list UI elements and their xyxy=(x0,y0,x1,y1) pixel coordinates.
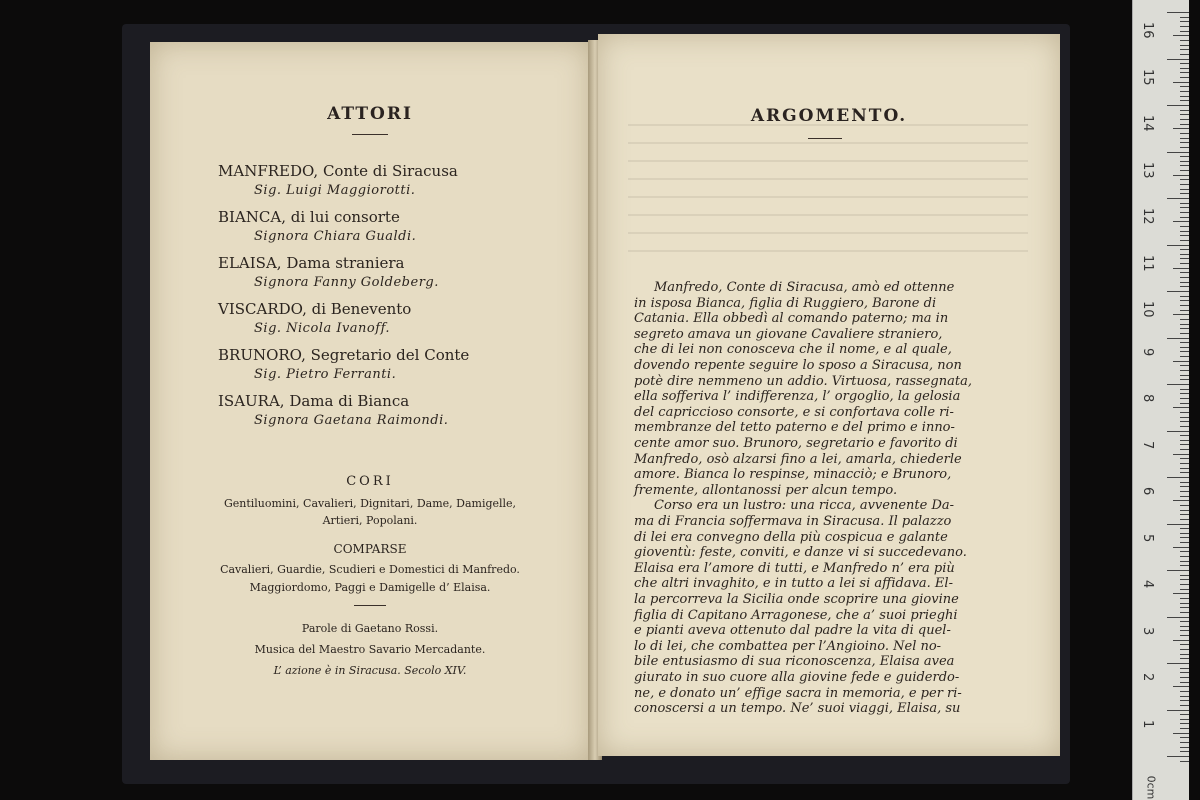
ruler-tick xyxy=(1180,482,1189,483)
ruler-tick xyxy=(1180,426,1189,427)
ruler-tick xyxy=(1180,133,1189,134)
ruler-number: 7 xyxy=(1140,440,1155,449)
ruler-tick xyxy=(1180,403,1189,404)
ruler-tick xyxy=(1173,268,1189,269)
ruler-tick xyxy=(1180,561,1189,562)
ruler-tick xyxy=(1180,258,1189,259)
ruler-tick xyxy=(1180,444,1189,445)
ruler-tick xyxy=(1180,412,1189,413)
ruler-tick xyxy=(1180,142,1189,143)
ruler-tick xyxy=(1180,77,1189,78)
ruler-tick xyxy=(1180,635,1189,636)
argomento-line: conoscersi a un tempo. Ne’ suoi viaggi, Elaisa, su xyxy=(634,701,961,717)
ruler-tick xyxy=(1180,328,1189,329)
ruler-tick xyxy=(1180,365,1189,366)
ruler-tick xyxy=(1180,468,1189,469)
ruler-tick xyxy=(1180,54,1189,55)
ruler-tick xyxy=(1173,221,1189,222)
ruler-number: 9 xyxy=(1140,347,1155,356)
credits-rule xyxy=(354,605,386,606)
ruler-tick xyxy=(1180,649,1189,650)
ruler-tick xyxy=(1180,682,1189,683)
ruler-tick xyxy=(1180,435,1189,436)
ruler-tick xyxy=(1180,351,1189,352)
ruler-tick xyxy=(1180,114,1189,115)
ruler-tick xyxy=(1180,161,1189,162)
ruler-tick xyxy=(1180,584,1189,585)
ruler-tick xyxy=(1167,617,1189,618)
ruler-tick xyxy=(1180,714,1189,715)
cast-role: MANFREDO, Conte di Siracusa xyxy=(218,162,458,180)
ruler-tick xyxy=(1180,644,1189,645)
ruler-tick xyxy=(1180,626,1189,627)
argomento-line: la percorreva la Sicilia onde scoprire una giovine xyxy=(634,592,959,607)
argomento-line: cente amor suo. Brunoro, segretario e favorito di xyxy=(634,436,958,451)
ruler-tick xyxy=(1180,551,1189,552)
ruler-tick xyxy=(1180,212,1189,213)
argomento-line: Manfredo, osò alzarsi fino a lei, amarla, chiederle xyxy=(634,451,962,467)
ruler-tick xyxy=(1180,705,1189,706)
ruler-tick xyxy=(1173,547,1189,548)
ruler-tick xyxy=(1167,105,1189,106)
ruler-tick xyxy=(1180,514,1189,515)
argomento-line: amore. Bianca lo respinse, minacciò; e Brunoro, xyxy=(634,467,952,483)
argomento-line: gioventù: feste, conviti, e danze vi si succedevano. xyxy=(634,545,967,561)
ruler-tick xyxy=(1173,361,1189,362)
cast-singer: Sig. Nicola Ivanoff. xyxy=(254,321,391,336)
ruler-tick xyxy=(1167,431,1189,432)
ruler-tick xyxy=(1180,235,1189,236)
ruler-tick xyxy=(1180,612,1189,613)
cast-singer: Sig. Pietro Ferranti. xyxy=(254,367,397,382)
ruler-tick xyxy=(1180,379,1189,380)
ruler-tick xyxy=(1180,491,1189,492)
ruler-tick xyxy=(1180,68,1189,69)
ruler-tick xyxy=(1180,342,1189,343)
ruler-tick xyxy=(1167,524,1189,525)
ruler-tick xyxy=(1180,668,1189,669)
ruler-tick xyxy=(1180,421,1189,422)
ruler-tick xyxy=(1180,96,1189,97)
ruler-tick xyxy=(1180,472,1189,473)
ruler-tick xyxy=(1180,463,1189,464)
attori-title: ATTORI xyxy=(327,104,413,124)
ruler-tick xyxy=(1180,505,1189,506)
ruler-tick xyxy=(1180,347,1189,348)
ruler-tick xyxy=(1180,691,1189,692)
ruler-tick xyxy=(1180,217,1189,218)
ruler-tick xyxy=(1180,696,1189,697)
ruler-tick xyxy=(1180,533,1189,534)
ruler-tick xyxy=(1173,35,1189,36)
ruler-tick xyxy=(1180,528,1189,529)
ruler-number: 1 xyxy=(1140,719,1155,728)
ruler-number: 8 xyxy=(1140,394,1155,403)
argomento-line: ma di Francia soffermava in Siracusa. Il palazzo xyxy=(634,514,952,529)
ruler-tick xyxy=(1180,249,1189,250)
argomento-line: figlia di Capitano Arragonese, che a’ suoi prieghi xyxy=(634,607,958,623)
cast-role: BRUNORO, Segretario del Conte xyxy=(218,346,470,364)
ruler-tick xyxy=(1180,449,1189,450)
ruler-tick xyxy=(1180,310,1189,311)
ruler-tick xyxy=(1180,193,1189,194)
title-rule xyxy=(808,138,842,139)
argomento-line: ella sofferiva l’ indifferenza, l’ orgoglio, la gelosia xyxy=(634,389,961,405)
credit-line: Parole di Gaetano Rossi. xyxy=(301,622,439,635)
credit-line: L’ azione è in Siracusa. Secolo XIV. xyxy=(273,664,467,677)
ruler-tick xyxy=(1167,477,1189,478)
argomento-title: ARGOMENTO. xyxy=(750,106,908,126)
ruler-tick xyxy=(1180,417,1189,418)
ruler-tick xyxy=(1167,710,1189,711)
ruler-tick xyxy=(1180,277,1189,278)
ruler-tick xyxy=(1173,593,1189,594)
ruler-tick xyxy=(1180,119,1189,120)
ruler-tick xyxy=(1180,654,1189,655)
ruler-tick xyxy=(1180,263,1189,264)
ruler-tick xyxy=(1173,314,1189,315)
comparse-title: COMPARSE xyxy=(333,542,407,556)
ruler-tick xyxy=(1180,165,1189,166)
ruler-tick xyxy=(1180,226,1189,227)
argomento-line: dovendo repente seguire lo sposo a Siracusa, non xyxy=(634,358,962,373)
ruler-tick xyxy=(1167,570,1189,571)
argomento-line: del capriccioso consorte, e si confortava colle ri- xyxy=(634,404,954,420)
cast-singer: Signora Fanny Goldeberg. xyxy=(254,275,439,290)
argomento-line: potè dire nemmeno un addio. Virtuosa, rassegnata, xyxy=(634,373,972,389)
ruler-tick xyxy=(1180,486,1189,487)
ruler-tick xyxy=(1180,719,1189,720)
ruler-tick xyxy=(1167,291,1189,292)
cast-role: ISAURA, Dama di Bianca xyxy=(218,392,410,410)
ruler-number: 13 xyxy=(1140,161,1155,179)
ruler-tick xyxy=(1180,356,1189,357)
ruler-tick xyxy=(1180,300,1189,301)
ruler-tick xyxy=(1180,440,1189,441)
ruler-tick xyxy=(1167,384,1189,385)
ruler-tick xyxy=(1180,393,1189,394)
cast-singer: Sig. Luigi Maggiorotti. xyxy=(254,183,416,198)
ruler-tick xyxy=(1180,375,1189,376)
ruler-tick xyxy=(1180,519,1189,520)
ruler-tick xyxy=(1180,761,1189,762)
ruler-tick xyxy=(1180,677,1189,678)
ruler-number: 16 xyxy=(1140,22,1155,39)
ruler-tick xyxy=(1173,733,1189,734)
argomento-line: fremente, allontanossi per alcun tempo. xyxy=(634,482,898,498)
ruler-tick xyxy=(1180,305,1189,306)
ruler-number: 5 xyxy=(1140,533,1155,542)
cast-role: BIANCA, di lui consorte xyxy=(218,208,400,226)
ruler-tick xyxy=(1167,245,1189,246)
ruler-number: 10 xyxy=(1140,301,1155,318)
cori-line: Artieri, Popolani. xyxy=(322,514,418,527)
ruler-number: 6 xyxy=(1140,487,1155,496)
ruler-tick xyxy=(1180,26,1189,27)
ruler-tick xyxy=(1180,496,1189,497)
comparse-line: Maggiordomo, Paggi e Damigelle d’ Elaisa. xyxy=(249,581,491,594)
ruler-number: 4 xyxy=(1140,580,1155,589)
right-page xyxy=(598,34,1060,756)
measuring-ruler xyxy=(1132,0,1189,800)
ruler-tick xyxy=(1180,124,1189,125)
ruler-tick xyxy=(1180,723,1189,724)
ruler-tick xyxy=(1180,324,1189,325)
ruler-tick xyxy=(1180,556,1189,557)
ruler-tick xyxy=(1180,630,1189,631)
ruler-tick xyxy=(1180,700,1189,701)
ruler-tick xyxy=(1180,86,1189,87)
ruler-tick xyxy=(1180,100,1189,101)
ruler-tick xyxy=(1180,184,1189,185)
ruler-tick xyxy=(1180,240,1189,241)
ruler-tick xyxy=(1180,170,1189,171)
ruler-tick xyxy=(1180,389,1189,390)
ruler-tick xyxy=(1167,59,1189,60)
ruler-tick xyxy=(1180,672,1189,673)
ruler-tick xyxy=(1180,537,1189,538)
ruler-tick xyxy=(1180,138,1189,139)
ruler-tick xyxy=(1173,128,1189,129)
ruler-number: 12 xyxy=(1140,208,1155,225)
argomento-line: Manfredo, Conte di Siracusa, amò ed ottenne xyxy=(654,280,955,295)
cast-role: VISCARDO, di Benevento xyxy=(218,300,412,318)
ruler-tick xyxy=(1180,607,1189,608)
ruler-tick xyxy=(1180,254,1189,255)
argomento-line: membranze del tetto paterno e del primo e inno- xyxy=(634,420,955,436)
ruler-tick xyxy=(1180,728,1189,729)
ruler-tick xyxy=(1180,658,1189,659)
ruler-number: 3 xyxy=(1140,626,1155,635)
ruler-tick xyxy=(1180,575,1189,576)
ruler-tick xyxy=(1173,686,1189,687)
ruler-tick xyxy=(1180,21,1189,22)
ruler-tick xyxy=(1180,737,1189,738)
ruler-number: 2 xyxy=(1140,673,1155,682)
ruler-tick xyxy=(1180,542,1189,543)
ruler-tick xyxy=(1180,203,1189,204)
ruler-tick xyxy=(1180,296,1189,297)
argomento-line: in isposa Bianca, figlia di Ruggiero, Barone di xyxy=(634,295,937,311)
ruler-tick xyxy=(1167,12,1189,13)
ruler-tick xyxy=(1180,49,1189,50)
ruler-tick xyxy=(1180,598,1189,599)
left-page xyxy=(150,42,590,760)
argomento-line: Corso era un lustro: una ricca, avvenente Da- xyxy=(654,498,955,514)
ruler-tick xyxy=(1180,742,1189,743)
ruler-tick xyxy=(1180,510,1189,511)
ruler-tick xyxy=(1180,40,1189,41)
argomento-line: segreto amava un giovane Cavaliere straniero, xyxy=(634,326,943,342)
title-rule xyxy=(352,134,388,135)
ruler-tick xyxy=(1167,756,1189,757)
argomento-line: che di lei non conosceva che il nome, e al quale, xyxy=(634,342,952,358)
ruler-number: 11 xyxy=(1140,254,1155,272)
argomento-line: che altri invaghito, e in tutto a lei si affidava. El- xyxy=(634,576,953,592)
ruler-tick xyxy=(1180,747,1189,748)
ruler-tick xyxy=(1180,565,1189,566)
ruler-unit: 0cm xyxy=(1144,775,1158,800)
credit-line: Musica del Maestro Savario Mercadante. xyxy=(254,643,486,656)
ruler-tick xyxy=(1173,82,1189,83)
ruler-tick xyxy=(1173,640,1189,641)
ruler-tick xyxy=(1173,175,1189,176)
cast-singer: Signora Gaetana Raimondi. xyxy=(254,413,449,428)
ruler-tick xyxy=(1167,152,1189,153)
ruler-tick xyxy=(1180,147,1189,148)
ruler-tick xyxy=(1173,500,1189,501)
ruler-tick xyxy=(1167,338,1189,339)
ruler-tick xyxy=(1180,621,1189,622)
ruler-tick xyxy=(1180,207,1189,208)
ruler-tick xyxy=(1180,63,1189,64)
cori-title: CORI xyxy=(346,474,394,489)
argomento-line: giurato in suo cuore alla giovine fede e guiderdo- xyxy=(634,670,960,685)
argomento-line: lo di lei, che combattea per l’Angioino. Nel no- xyxy=(634,638,942,654)
ruler-tick xyxy=(1167,198,1189,199)
cast-singer: Signora Chiara Gualdi. xyxy=(254,229,417,244)
ruler-tick xyxy=(1180,189,1189,190)
argomento-line: Elaisa era l’amore di tutti, e Manfredo n’ era più xyxy=(634,560,955,576)
ruler-tick xyxy=(1180,231,1189,232)
ruler-tick xyxy=(1173,454,1189,455)
ruler-tick xyxy=(1180,370,1189,371)
ruler-tick xyxy=(1180,31,1189,32)
ruler-number: 15 xyxy=(1140,68,1155,86)
bleed-through-text xyxy=(628,124,1028,264)
ruler-tick xyxy=(1180,458,1189,459)
argomento-line: di lei era convegno della più cospicua e galante xyxy=(634,529,948,545)
ruler-tick xyxy=(1167,663,1189,664)
ruler-tick xyxy=(1180,286,1189,287)
ruler-tick xyxy=(1180,272,1189,273)
ruler-tick xyxy=(1180,45,1189,46)
argomento-line: Catania. Ella obbedì al comando paterno; ma in xyxy=(634,311,949,327)
ruler-tick xyxy=(1180,333,1189,334)
argomento-line: ne, e donato un’ effige sacra in memoria, e per ri- xyxy=(634,685,962,701)
comparse-line: Cavalieri, Guardie, Scudieri e Domestici di Manfredo. xyxy=(220,563,520,576)
ruler-tick xyxy=(1180,179,1189,180)
ruler-tick xyxy=(1180,72,1189,73)
ruler-tick xyxy=(1180,603,1189,604)
argomento-line: e pianti aveva ottenuto dal padre la vita di quel- xyxy=(634,623,951,639)
ruler-tick xyxy=(1180,282,1189,283)
argomento-line: bile entusiasmo di sua riconoscenza, Elaisa avea xyxy=(634,654,955,670)
ruler-tick xyxy=(1180,589,1189,590)
ruler-tick xyxy=(1180,91,1189,92)
ruler-tick xyxy=(1180,156,1189,157)
ruler-tick xyxy=(1180,398,1189,399)
cori-line: Gentiluomini, Cavalieri, Dignitari, Dame, Damigelle, xyxy=(223,497,517,510)
cast-role: ELAISA, Dama straniera xyxy=(218,254,405,272)
ruler-tick xyxy=(1180,17,1189,18)
ruler-tick xyxy=(1180,319,1189,320)
ruler-number: 14 xyxy=(1140,115,1155,132)
ruler-tick xyxy=(1180,110,1189,111)
ruler-tick xyxy=(1180,579,1189,580)
ruler-tick xyxy=(1173,407,1189,408)
ruler-tick xyxy=(1180,751,1189,752)
